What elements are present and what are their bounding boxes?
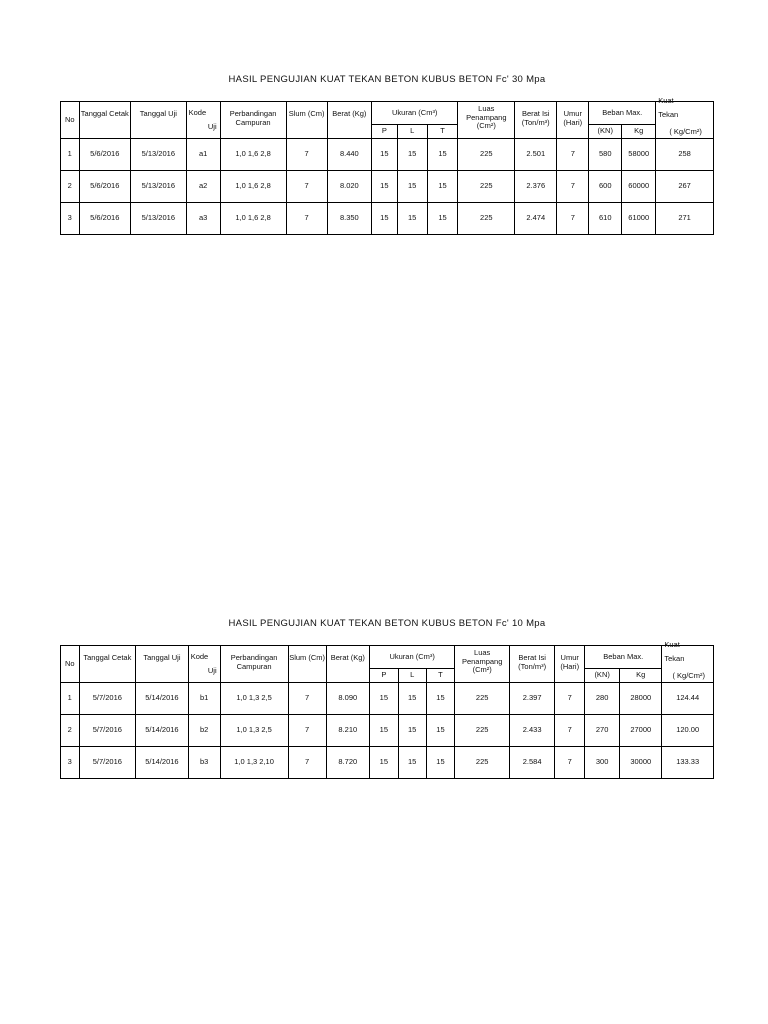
cell-tanggal-cetak: 5/7/2016 xyxy=(79,715,136,747)
header-umur: Umur (Hari) xyxy=(555,646,585,683)
cell-l: 15 xyxy=(397,171,427,203)
cell-luas: 225 xyxy=(455,747,510,779)
header-t: T xyxy=(427,125,458,139)
header-berat-isi: Berat Isi (Ton/m³) xyxy=(509,646,554,683)
header-berat: Berat (Kg) xyxy=(326,646,369,683)
header-umur: Umur (Hari) xyxy=(557,102,589,139)
cell-tanggal-cetak: 5/7/2016 xyxy=(79,747,136,779)
cell-no: 1 xyxy=(61,139,80,171)
header-kode-uji xyxy=(186,102,220,139)
cell-berat-isi: 2.584 xyxy=(509,747,554,779)
cell-no: 1 xyxy=(61,683,80,715)
header-berat: Berat (Kg) xyxy=(327,102,371,139)
table-row xyxy=(61,715,714,747)
header-kode-uji xyxy=(188,646,220,683)
cell-t: 15 xyxy=(426,747,455,779)
cell-umur: 7 xyxy=(555,715,585,747)
cell-berat: 8.090 xyxy=(326,683,369,715)
header-kg: Kg xyxy=(622,125,656,139)
cell-beban-kg: 30000 xyxy=(620,747,662,779)
header-kuat-label: Kuat xyxy=(664,640,680,649)
cell-no: 3 xyxy=(61,203,80,235)
cell-kode-uji: a1 xyxy=(186,139,220,171)
header-perbandingan: Perbandingan Campuran xyxy=(220,102,286,139)
cell-p: 15 xyxy=(371,139,397,171)
cell-tanggal-uji: 5/13/2016 xyxy=(131,171,187,203)
cell-l: 15 xyxy=(397,139,427,171)
cell-perbandingan: 1,0 1,3 2,5 xyxy=(220,683,288,715)
cell-berat: 8.440 xyxy=(327,139,371,171)
header-no: No xyxy=(61,102,80,139)
cell-perbandingan: 1,0 1,6 2,8 xyxy=(220,171,286,203)
cell-beban-kg: 61000 xyxy=(622,203,656,235)
cell-t: 15 xyxy=(427,139,458,171)
cell-luas: 225 xyxy=(455,715,510,747)
results-table xyxy=(60,96,714,235)
cell-berat: 8.350 xyxy=(327,203,371,235)
cell-beban-kg: 60000 xyxy=(622,171,656,203)
cell-kuat-tekan: 120.00 xyxy=(662,715,714,747)
cell-t: 15 xyxy=(426,715,455,747)
cell-tanggal-cetak: 5/7/2016 xyxy=(79,683,136,715)
header-tekan-label: Tekan xyxy=(658,109,679,119)
header-kg: Kg xyxy=(620,669,662,683)
header-kuat-unit: ( Kg/Cm²) xyxy=(669,127,702,137)
cell-umur: 7 xyxy=(557,139,589,171)
cell-l: 15 xyxy=(397,203,427,235)
cell-tanggal-cetak: 5/6/2016 xyxy=(79,203,130,235)
header-p: P xyxy=(369,669,398,683)
header-berat-isi: Berat Isi (Ton/m³) xyxy=(515,102,557,139)
table-title: HASIL PENGUJIAN KUAT TEKAN BETON KUBUS BETON Fc' 30 Mpa xyxy=(228,74,546,85)
header-tekan-label: Tekan xyxy=(664,653,685,663)
header-kode-label: Kode xyxy=(190,651,209,661)
header-beban-max: Beban Max. xyxy=(589,102,656,125)
header-kuat-unit: ( Kg/Cm²) xyxy=(672,671,705,681)
table-row xyxy=(61,139,714,171)
cell-tanggal-cetak: 5/6/2016 xyxy=(79,139,130,171)
cell-perbandingan: 1,0 1,3 2,10 xyxy=(220,747,288,779)
cell-berat-isi: 2.433 xyxy=(509,715,554,747)
cell-slum: 7 xyxy=(286,139,327,171)
cell-beban-kn: 280 xyxy=(585,683,620,715)
cell-berat-isi: 2.397 xyxy=(509,683,554,715)
cell-luas: 225 xyxy=(455,683,510,715)
cell-umur: 7 xyxy=(555,683,585,715)
header-beban-max: Beban Max. xyxy=(585,646,662,669)
header-tanggal-cetak: Tanggal Cetak xyxy=(79,646,136,683)
cell-berat: 8.020 xyxy=(327,171,371,203)
header-no: No xyxy=(61,646,80,683)
cell-luas: 225 xyxy=(458,139,515,171)
header-kuat-tekan xyxy=(662,640,714,683)
cell-t: 15 xyxy=(426,683,455,715)
cell-l: 15 xyxy=(398,683,426,715)
cell-kode-uji: b3 xyxy=(188,747,220,779)
header-uji-label: Uji xyxy=(207,121,217,131)
header-ukuran: Ukuran (Cm³) xyxy=(371,102,458,125)
cell-no: 2 xyxy=(61,715,80,747)
table-row xyxy=(61,171,714,203)
test-section-2 xyxy=(60,618,714,788)
cell-slum: 7 xyxy=(286,171,327,203)
cell-t: 15 xyxy=(427,203,458,235)
cell-beban-kn: 580 xyxy=(589,139,622,171)
cell-beban-kn: 600 xyxy=(589,171,622,203)
cell-no: 3 xyxy=(61,747,80,779)
cell-luas: 225 xyxy=(458,203,515,235)
header-slum: Slum (Cm) xyxy=(288,646,326,683)
cell-p: 15 xyxy=(371,203,397,235)
cell-umur: 7 xyxy=(555,747,585,779)
cell-slum: 7 xyxy=(288,715,326,747)
cell-slum: 7 xyxy=(286,203,327,235)
cell-beban-kg: 58000 xyxy=(622,139,656,171)
header-tanggal-uji: Tanggal Uji xyxy=(136,646,189,683)
header-t: T xyxy=(426,669,455,683)
cell-tanggal-uji: 5/13/2016 xyxy=(131,139,187,171)
cell-beban-kg: 27000 xyxy=(620,715,662,747)
header-perbandingan: Perbandingan Campuran xyxy=(220,646,288,683)
header-kn: (KN) xyxy=(585,669,620,683)
cell-perbandingan: 1,0 1,6 2,8 xyxy=(220,203,286,235)
cell-beban-kn: 300 xyxy=(585,747,620,779)
cell-umur: 7 xyxy=(557,171,589,203)
cell-l: 15 xyxy=(398,747,426,779)
cell-kuat-tekan: 133.33 xyxy=(662,747,714,779)
header-luas-penampang: Luas Penampang (Cm²) xyxy=(458,102,515,139)
table-title: HASIL PENGUJIAN KUAT TEKAN BETON KUBUS BETON Fc' 10 Mpa xyxy=(228,618,546,629)
cell-berat: 8.210 xyxy=(326,715,369,747)
cell-p: 15 xyxy=(369,683,398,715)
cell-p: 15 xyxy=(369,747,398,779)
cell-perbandingan: 1,0 1,6 2,8 xyxy=(220,139,286,171)
cell-tanggal-uji: 5/14/2016 xyxy=(136,715,189,747)
cell-kuat-tekan: 271 xyxy=(656,203,714,235)
test-section-1 xyxy=(60,74,714,244)
cell-tanggal-uji: 5/13/2016 xyxy=(131,203,187,235)
cell-perbandingan: 1,0 1,3 2,5 xyxy=(220,715,288,747)
cell-kode-uji: a3 xyxy=(186,203,220,235)
cell-berat-isi: 2.474 xyxy=(515,203,557,235)
header-kn: (KN) xyxy=(589,125,622,139)
cell-kode-uji: a2 xyxy=(186,171,220,203)
cell-kuat-tekan: 124.44 xyxy=(662,683,714,715)
header-tanggal-uji: Tanggal Uji xyxy=(131,102,187,139)
cell-berat: 8.720 xyxy=(326,747,369,779)
header-tanggal-cetak: Tanggal Cetak xyxy=(79,102,130,139)
table-row xyxy=(61,203,714,235)
cell-beban-kg: 28000 xyxy=(620,683,662,715)
header-p: P xyxy=(371,125,397,139)
cell-slum: 7 xyxy=(288,747,326,779)
table-row xyxy=(61,747,714,779)
cell-kuat-tekan: 258 xyxy=(656,139,714,171)
cell-berat-isi: 2.376 xyxy=(515,171,557,203)
cell-beban-kn: 610 xyxy=(589,203,622,235)
cell-kode-uji: b2 xyxy=(188,715,220,747)
table-row xyxy=(61,683,714,715)
cell-no: 2 xyxy=(61,171,80,203)
table-body xyxy=(61,139,714,235)
cell-kode-uji: b1 xyxy=(188,683,220,715)
cell-tanggal-uji: 5/14/2016 xyxy=(136,683,189,715)
header-kuat-tekan xyxy=(656,96,714,139)
results-table xyxy=(60,640,714,779)
cell-kuat-tekan: 267 xyxy=(656,171,714,203)
cell-slum: 7 xyxy=(288,683,326,715)
header-luas-penampang: Luas Penampang (Cm²) xyxy=(455,646,510,683)
header-ukuran: Ukuran (Cm³) xyxy=(369,646,454,669)
cell-p: 15 xyxy=(371,171,397,203)
cell-beban-kn: 270 xyxy=(585,715,620,747)
cell-tanggal-uji: 5/14/2016 xyxy=(136,747,189,779)
cell-luas: 225 xyxy=(458,171,515,203)
header-kode-label: Kode xyxy=(188,107,207,117)
cell-l: 15 xyxy=(398,715,426,747)
cell-p: 15 xyxy=(369,715,398,747)
table-body xyxy=(61,683,714,779)
cell-tanggal-cetak: 5/6/2016 xyxy=(79,171,130,203)
header-l: L xyxy=(398,669,426,683)
header-uji-label: Uji xyxy=(207,665,217,675)
header-slum: Slum (Cm) xyxy=(286,102,327,139)
cell-berat-isi: 2.501 xyxy=(515,139,557,171)
cell-umur: 7 xyxy=(557,203,589,235)
header-kuat-label: Kuat xyxy=(658,96,674,105)
cell-t: 15 xyxy=(427,171,458,203)
header-l: L xyxy=(397,125,427,139)
